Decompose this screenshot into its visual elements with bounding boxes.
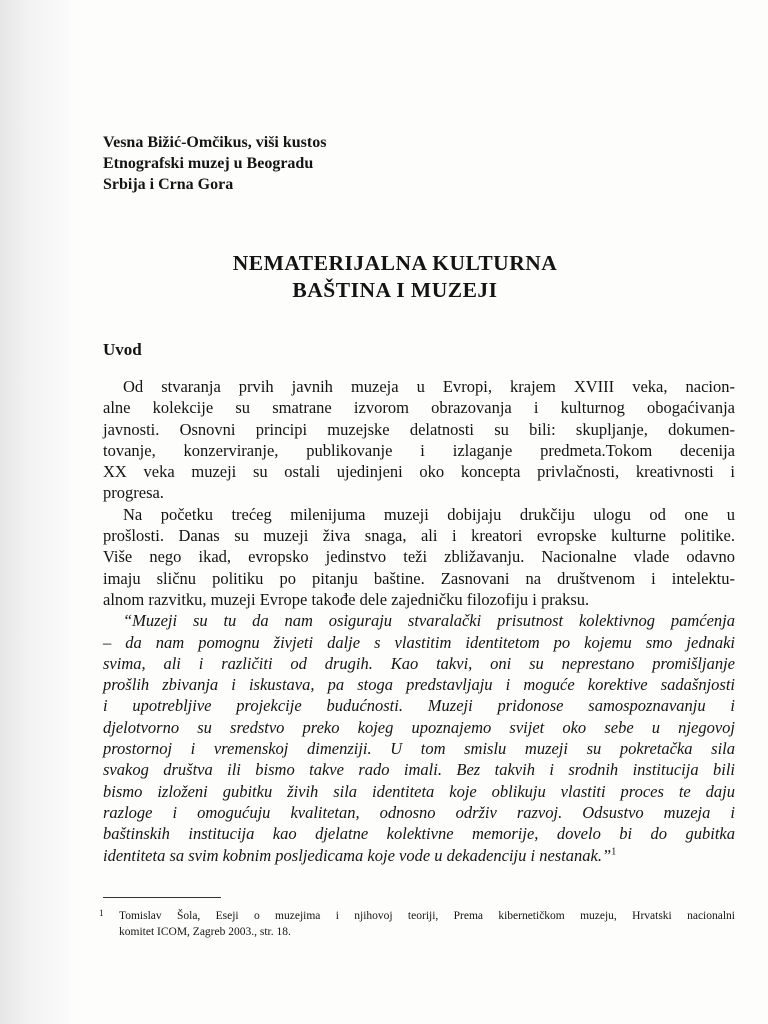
quote-line: prostornoj i vremenskoj dimenziji. U tom smislu muzeji su pokretačka sila bbox=[103, 739, 735, 759]
page-title bbox=[130, 250, 660, 304]
quote-line: razloge i omogućuju kvalitetan, odnosno održiv razvoj. Odsustvo muzeja i bbox=[103, 802, 735, 822]
quote-line-last bbox=[103, 845, 735, 866]
author-block bbox=[103, 132, 326, 195]
author-name: Vesna Bižić-Omčikus, viši kustos bbox=[103, 134, 327, 151]
quote-line: bismo izloženi gubitku živih sila identiteta koje oblikuju vlastiti proces te daju bbox=[103, 781, 735, 801]
footnote-line: komitet ICOM, Zagreb 2003., str. 18. bbox=[119, 926, 291, 938]
footnote-line: Tomislav Šola, Eseji o muzejima i njihovoj teoriji, Prema kibernetičkom muzeju, Hrvatski nacionalni bbox=[119, 910, 735, 922]
text-line: progresa. bbox=[103, 483, 164, 503]
quote-line: i upotrebljive projekcije budućnosti. Muzeji pridonose samospoznavanju i bbox=[103, 696, 735, 716]
text-line: alne kolekcije su smatrane izvorom obrazovanja i kulturnog obogaćivanja bbox=[103, 398, 735, 418]
text-line: imaju sličnu politiku po pitanju baštine. Zasnovani na društvenom i intelektu- bbox=[103, 568, 735, 588]
author-institution: Etnografski muzej u Beogradu bbox=[103, 155, 314, 172]
quote-line: svakog društva ili bismo takve rado imali. Bez takvih i srodnih institucija bili bbox=[103, 760, 735, 780]
body-text bbox=[103, 376, 735, 866]
quote-line: prošlih zbivanja i iskustava, pa stoga predstavljaju i moguće korektive sadašnjosti bbox=[103, 675, 735, 695]
footnote-divider bbox=[103, 897, 221, 898]
quote-line: – da nam pomognu živjeti dalje s vlastitim identitetom po kojemu smo jednaki bbox=[103, 632, 735, 652]
text-line: tovanje, konzerviranje, publikovanje i izlaganje predmeta.Tokom decenija bbox=[103, 440, 735, 460]
text-line: prošlosti. Danas su muzeji živa snaga, ali i kreatori evropske kulturne politike. bbox=[103, 526, 735, 546]
title-line-1: NEMATERIJALNA KULTURNA bbox=[232, 251, 558, 275]
footnote-reference[interactable]: 1 bbox=[611, 846, 617, 858]
footnote-number: 1 bbox=[99, 908, 104, 918]
quote-line: “Muzeji su tu da nam osiguraju stvaralački prisutnost kolektivnog pamćenja bbox=[123, 611, 735, 631]
title-line-2: BAŠTINA I MUZEJI bbox=[292, 278, 498, 302]
quote-line: svima, ali i različiti od drugih. Kao takvi, oni su neprestano promišljanje bbox=[103, 653, 735, 673]
text-line: Na početku trećeg milenijuma muzeji dobijaju drukčiju ulogu od one u bbox=[123, 504, 735, 524]
text-line: Više nego ikad, evropsko jedinstvo teži zbližavanju. Nacionalne vlade odavno bbox=[103, 547, 735, 567]
text-line: alnom razvitku, muzeji Evrope takođe dele zajedničku filozofiju i praksu. bbox=[103, 589, 590, 609]
quote-line: djelotvorno su sredstvo preko kojeg upoznajemo svijet oko sebe u njegovoj bbox=[103, 717, 735, 737]
page-edge-shadow bbox=[0, 0, 70, 1024]
author-country: Srbija i Crna Gora bbox=[103, 176, 234, 193]
quote-line: baštinskih institucija kao djelatne kolektivne memorije, dovelo bi do gubitka bbox=[103, 824, 735, 844]
text-line: XX veka muzeji su ostali ujedinjeni oko koncepta privlačnosti, kreativnosti i bbox=[103, 462, 735, 482]
text-line: javnosti. Osnovni principi muzejske delatnosti su bili: skupljanje, dokumen- bbox=[103, 419, 735, 439]
text-line: Od stvaranja prvih javnih muzeja u Evropi, krajem XVIII veka, nacion- bbox=[123, 377, 735, 396]
quote-text: identiteta sa svim kobnim posljedicama koje vode u dekadenciju i nestanak.” bbox=[103, 845, 612, 865]
section-heading: Uvod bbox=[103, 340, 142, 359]
footnote bbox=[99, 908, 735, 940]
